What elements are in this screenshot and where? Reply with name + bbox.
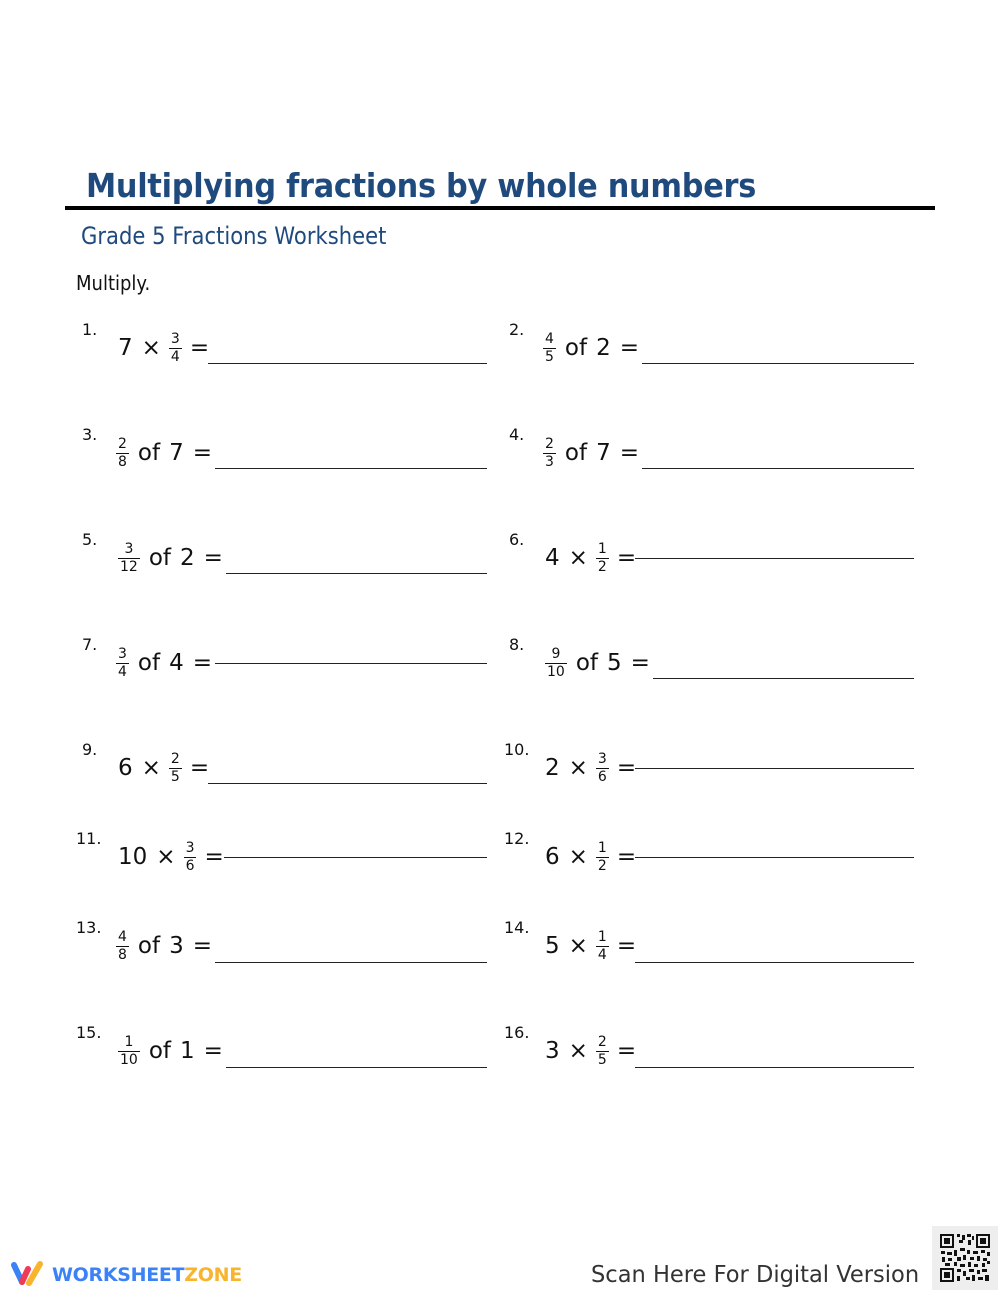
- numerator: 3: [124, 540, 134, 557]
- problem-number: 6.: [509, 530, 525, 549]
- qr-code-icon[interactable]: [932, 1226, 998, 1290]
- operator: of: [148, 545, 171, 571]
- worksheetzone-logo[interactable]: [10, 1259, 242, 1291]
- problem-13: [76, 918, 492, 978]
- problem-number: 14.: [504, 918, 530, 937]
- fraction: [596, 542, 609, 575]
- operator: ×: [156, 844, 176, 870]
- denominator: 10: [120, 1051, 138, 1068]
- problem-6: [509, 530, 919, 590]
- operator: ×: [568, 545, 588, 571]
- answer-line[interactable]: [635, 857, 914, 858]
- numerator: 1: [597, 540, 607, 557]
- numerator: 3: [170, 330, 180, 347]
- problem-number: 1.: [82, 320, 98, 339]
- answer-line[interactable]: [208, 783, 487, 784]
- numerator: 3: [185, 839, 195, 856]
- numerator: 3: [597, 750, 607, 767]
- equals-sign: =: [203, 545, 223, 571]
- problem-11: [76, 829, 492, 889]
- equals-sign: =: [616, 1038, 637, 1064]
- numerator: 2: [118, 435, 127, 452]
- problem-expression: [114, 918, 212, 974]
- equals-sign: =: [616, 844, 637, 870]
- equals-sign: =: [619, 440, 640, 466]
- problem-number: 8.: [509, 635, 525, 654]
- fraction: [116, 647, 129, 680]
- answer-line[interactable]: [226, 573, 487, 574]
- equals-sign: =: [192, 440, 213, 466]
- fraction: [169, 332, 182, 365]
- operator: of: [575, 650, 598, 676]
- problem-16: [504, 1023, 919, 1083]
- equals-sign: =: [616, 933, 637, 959]
- denominator: 4: [118, 663, 127, 680]
- denominator: 3: [545, 453, 554, 470]
- denominator: 10: [547, 663, 565, 680]
- numerator: 9: [551, 645, 561, 662]
- operator: of: [137, 440, 161, 466]
- problem-number: 12.: [504, 829, 530, 848]
- whole-number: 2: [545, 755, 560, 781]
- whole-number: 5: [607, 650, 622, 676]
- instruction-text: Multiply.: [76, 271, 151, 295]
- numerator: 3: [118, 645, 127, 662]
- problem-number: 3.: [82, 425, 98, 444]
- problem-15: [76, 1023, 492, 1083]
- equals-sign: =: [630, 650, 650, 676]
- problem-expression: [545, 740, 636, 796]
- problem-number: 16.: [504, 1023, 530, 1042]
- problem-8: [509, 635, 919, 695]
- operator: of: [137, 933, 161, 959]
- denominator: 2: [597, 857, 607, 874]
- denominator: 2: [597, 558, 607, 575]
- whole-number: 6: [545, 844, 560, 870]
- denominator: 5: [545, 348, 554, 365]
- equals-sign: =: [619, 335, 640, 361]
- fraction: [116, 437, 129, 470]
- problem-expression: [114, 425, 212, 481]
- equals-sign: =: [189, 335, 210, 361]
- title-divider: [65, 206, 935, 210]
- problem-number: 7.: [82, 635, 98, 654]
- denominator: 8: [118, 946, 127, 963]
- answer-line[interactable]: [215, 663, 487, 664]
- operator: of: [148, 1038, 171, 1064]
- equals-sign: =: [203, 1038, 223, 1064]
- problem-5: [82, 530, 492, 590]
- problem-9: [82, 740, 492, 800]
- operator: of: [564, 335, 588, 361]
- problem-expression: [541, 425, 639, 481]
- whole-number: 4: [545, 545, 560, 571]
- whole-number: 3: [545, 1038, 560, 1064]
- scan-prompt: Scan Here For Digital Version: [591, 1262, 920, 1288]
- problem-expression: [545, 918, 636, 974]
- numerator: 1: [597, 928, 607, 945]
- numerator: 2: [597, 1033, 607, 1050]
- fraction: [596, 752, 609, 785]
- whole-number: 2: [180, 545, 195, 571]
- problem-expression: [543, 635, 650, 691]
- problem-expression: [118, 829, 224, 885]
- worksheetzone-w-logo-icon: [10, 1259, 46, 1291]
- denominator: 8: [118, 453, 127, 470]
- equals-sign: =: [204, 844, 224, 870]
- fraction: [169, 752, 182, 785]
- problem-expression: [118, 320, 209, 376]
- operator: ×: [568, 755, 588, 781]
- page-subtitle: Grade 5 Fractions Worksheet: [81, 222, 387, 250]
- problem-12: [504, 829, 919, 889]
- problem-10: [504, 740, 919, 800]
- problem-14: [504, 918, 919, 978]
- equals-sign: =: [192, 933, 213, 959]
- denominator: 5: [597, 1051, 607, 1068]
- numerator: 2: [170, 750, 180, 767]
- problem-number: 5.: [82, 530, 98, 549]
- operator: ×: [568, 933, 588, 959]
- brand-name: WORKSHEETZONE: [52, 1264, 242, 1286]
- fraction: [543, 437, 556, 470]
- operator: ×: [568, 1038, 588, 1064]
- fraction: [596, 841, 609, 874]
- problem-number: 2.: [509, 320, 525, 339]
- answer-line[interactable]: [635, 962, 914, 963]
- problem-expression: [545, 1023, 636, 1079]
- problem-expression: [114, 635, 212, 691]
- denominator: 4: [170, 348, 180, 365]
- answer-line[interactable]: [635, 1067, 914, 1068]
- fraction: [543, 332, 556, 365]
- fraction: [184, 841, 197, 874]
- problem-number: 13.: [76, 918, 102, 937]
- equals-sign: =: [192, 650, 213, 676]
- operator: ×: [141, 335, 161, 361]
- denominator: 6: [597, 768, 607, 785]
- numerator: 2: [545, 435, 554, 452]
- answer-line[interactable]: [208, 363, 487, 364]
- numerator: 1: [597, 839, 607, 856]
- whole-number: 4: [169, 650, 184, 676]
- answer-line[interactable]: [215, 962, 487, 963]
- operator: of: [137, 650, 161, 676]
- fraction: [596, 930, 609, 963]
- answer-line[interactable]: [642, 363, 914, 364]
- fraction: [596, 1035, 609, 1068]
- denominator: 5: [170, 768, 180, 785]
- whole-number: 5: [545, 933, 560, 959]
- problem-expression: [545, 530, 636, 586]
- problem-number: 11.: [76, 829, 102, 848]
- equals-sign: =: [616, 545, 637, 571]
- denominator: 12: [120, 558, 138, 575]
- equals-sign: =: [616, 755, 637, 781]
- problem-number: 10.: [504, 740, 530, 759]
- whole-number: 7: [169, 440, 184, 466]
- problem-number: 4.: [509, 425, 525, 444]
- whole-number: 6: [118, 755, 133, 781]
- fraction: [545, 647, 567, 680]
- whole-number: 7: [596, 440, 611, 466]
- whole-number: 3: [169, 933, 184, 959]
- answer-line[interactable]: [642, 468, 914, 469]
- problem-2: [509, 320, 919, 380]
- answer-line[interactable]: [226, 1067, 487, 1068]
- answer-line[interactable]: [653, 678, 914, 679]
- problem-expression: [116, 530, 223, 586]
- numerator: 4: [118, 928, 127, 945]
- answer-line[interactable]: [635, 768, 914, 769]
- fraction: [116, 930, 129, 963]
- problem-expression: [545, 829, 636, 885]
- problem-1: [82, 320, 492, 380]
- answer-line[interactable]: [224, 857, 487, 858]
- denominator: 6: [185, 857, 195, 874]
- denominator: 4: [597, 946, 607, 963]
- fraction: [118, 542, 140, 575]
- numerator: 1: [124, 1033, 134, 1050]
- problem-number: 9.: [82, 740, 98, 759]
- problem-expression: [541, 320, 639, 376]
- fraction: [118, 1035, 140, 1068]
- answer-line[interactable]: [215, 468, 487, 469]
- operator: ×: [141, 755, 161, 781]
- problem-number: 15.: [76, 1023, 102, 1042]
- answer-line[interactable]: [635, 558, 914, 559]
- operator: of: [564, 440, 588, 466]
- problem-3: [82, 425, 492, 485]
- whole-number: 7: [118, 335, 133, 361]
- page-title: Multiplying fractions by whole numbers: [86, 166, 757, 205]
- problem-4: [509, 425, 919, 485]
- whole-number: 10: [118, 844, 148, 870]
- problem-expression: [116, 1023, 223, 1079]
- operator: ×: [568, 844, 588, 870]
- equals-sign: =: [189, 755, 210, 781]
- whole-number: 2: [596, 335, 611, 361]
- whole-number: 1: [180, 1038, 195, 1064]
- problem-7: [82, 635, 492, 695]
- problem-expression: [118, 740, 209, 796]
- numerator: 4: [545, 330, 554, 347]
